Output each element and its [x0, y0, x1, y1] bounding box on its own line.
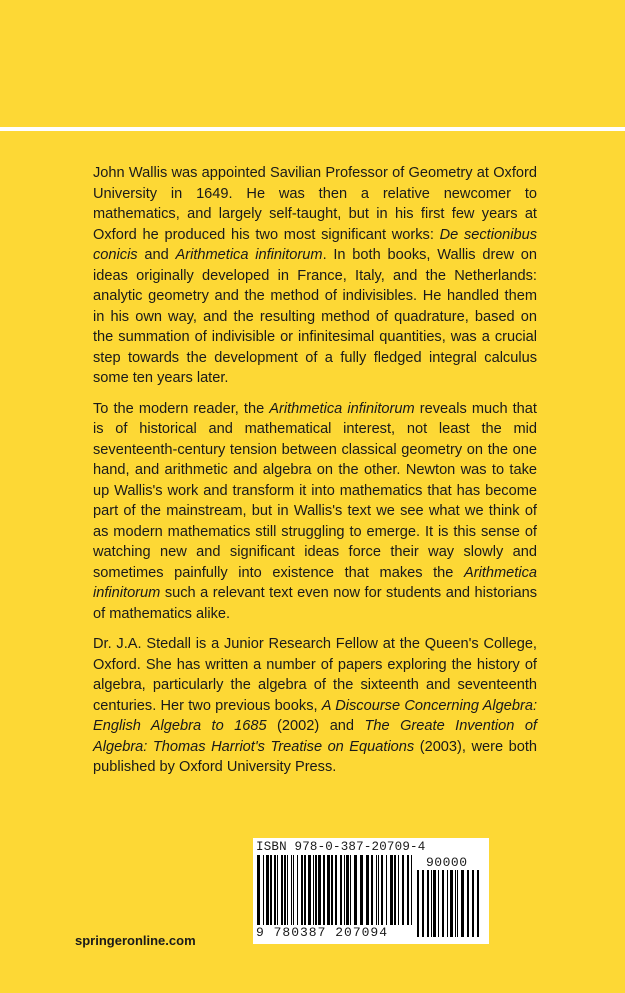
barcode-bar — [378, 855, 379, 925]
italic-title: De sectionibus conicis — [93, 226, 537, 263]
barcode-bar — [438, 870, 439, 937]
barcode-bar — [371, 855, 373, 925]
text-run: . In both books, Wallis drew on ideas originally developed in France, Italy, and the Netherlands: analytic geometry and the method of indivisibles. He handled them in his own way, and the resulting method of quadrature, based on the summation of indivisible or infinitesimal quantities, was a crucial step towards the development of a fully fledged integral calculus some ten years later. — [93, 247, 537, 386]
barcode-bar — [455, 870, 456, 937]
barcode-bar — [323, 855, 325, 925]
barcode-bar — [297, 855, 298, 925]
barcode-bar — [360, 855, 363, 925]
barcode-bar — [266, 855, 269, 925]
blurb-paragraph-1 — [93, 163, 537, 389]
blurb-paragraph-2 — [93, 399, 537, 625]
barcode-bar — [394, 855, 396, 925]
price-code: 90000 — [426, 855, 468, 870]
barcode-bar — [340, 855, 342, 925]
barcode-bar — [390, 855, 393, 925]
barcode-bar — [313, 855, 314, 925]
author-bio-paragraph — [93, 634, 537, 778]
italic-title: The Greate Invention of Algebra: Thomas Harriot's Treatise on Equations — [93, 718, 537, 755]
barcode-bar — [274, 855, 276, 925]
text-run: (2002) and — [266, 718, 365, 734]
barcode-bar — [281, 855, 283, 925]
barcode-bar — [376, 855, 377, 925]
text-run: (2003), were both published by Oxford University Press. — [93, 738, 537, 775]
italic-title: Arithmetica infinitorum — [269, 400, 415, 417]
barcode-bar — [457, 870, 458, 937]
barcode-bar — [447, 870, 448, 937]
barcode-bar — [270, 855, 272, 925]
barcode-bar — [277, 855, 278, 925]
barcode-bar — [366, 855, 369, 925]
italic-title: Arithmetica infinitorum — [93, 564, 537, 601]
barcode-bar — [304, 855, 306, 925]
text-run: John Wallis was appointed Savilian Professor of Geometry at Oxford University in 1649. He was then a relative newcomer to mathematics, and largely self-taught, but in his first few years at Oxford he produced his two most significant works: — [93, 165, 537, 243]
text-run: Dr. J.A. Stedall is a Junior Research Fellow at the Queen's College, Oxford. She has written a number of papers exploring the history of algebra, particularly the algebra of the sixteenth and seventeenth centuries. Her two previous books, — [93, 636, 537, 714]
barcode-bar — [402, 855, 404, 925]
barcode-bar — [407, 855, 409, 925]
barcode-bar — [427, 870, 429, 937]
barcode-bar — [335, 855, 337, 925]
barcode-bar — [411, 855, 412, 925]
barcode-bar — [284, 855, 286, 925]
price-bars — [417, 870, 483, 937]
text-run: reveals much that is of historical and mathematical interest, not least the mid seventeenth-century tension between classical geometry on the one hand, and arithmetic and algebra on the other. Newton was to take up Wallis's work and transform it into mathematics that has become part of the mainstream, but in Wallis's text we see what we think of as modern mathematics still struggling to emerge. It is this sense of watching new and significant ideas force their way slowly and sometimes painfully into existence that makes the — [93, 400, 537, 581]
barcode-bar — [263, 855, 264, 925]
barcode-bar — [331, 855, 333, 925]
barcode-bar — [350, 855, 351, 925]
text-run: such a relevant text even now for students and historians of mathematics alike. — [93, 585, 537, 622]
barcode-bar — [398, 855, 399, 925]
barcode-bar — [287, 855, 288, 925]
isbn-label: ISBN 978-0-387-20709-4 — [256, 840, 426, 854]
barcode-bar — [308, 855, 311, 925]
barcode-bar — [291, 855, 292, 925]
barcode-bar — [477, 870, 479, 937]
barcode-bar — [327, 855, 330, 925]
barcode-bar — [461, 870, 464, 937]
barcode-bar — [381, 855, 383, 925]
barcode-bar — [257, 855, 260, 925]
barcode-bar — [417, 870, 419, 937]
publisher-url: springeronline.com — [75, 933, 196, 948]
italic-title: A Discourse Concerning Algebra: English Algebra to 1685 — [93, 697, 537, 734]
barcode-bar — [442, 870, 444, 937]
italic-title: Arithmetica infinitorum — [175, 247, 323, 263]
back-cover-blurb — [93, 163, 537, 788]
text-run: and — [137, 247, 176, 263]
isbn-barcode — [253, 838, 489, 944]
barcode-bar — [346, 855, 349, 925]
barcode-bar — [431, 870, 432, 937]
barcode-bar — [422, 870, 424, 937]
barcode-bar — [318, 855, 321, 925]
barcode-bar — [301, 855, 303, 925]
barcode-bar — [293, 855, 294, 925]
barcode-bar — [467, 870, 469, 937]
barcode-bar — [450, 870, 453, 937]
barcode-bar — [386, 855, 387, 925]
top-white-rule — [0, 127, 625, 131]
barcode-bar — [344, 855, 345, 925]
text-run: To the modern reader, the — [93, 400, 270, 417]
barcode-bar — [315, 855, 317, 925]
barcode-bar — [472, 870, 474, 937]
ean-digits: 9 780387 207094 — [256, 925, 389, 940]
barcode-bar — [354, 855, 357, 925]
barcode-bar — [433, 870, 436, 937]
